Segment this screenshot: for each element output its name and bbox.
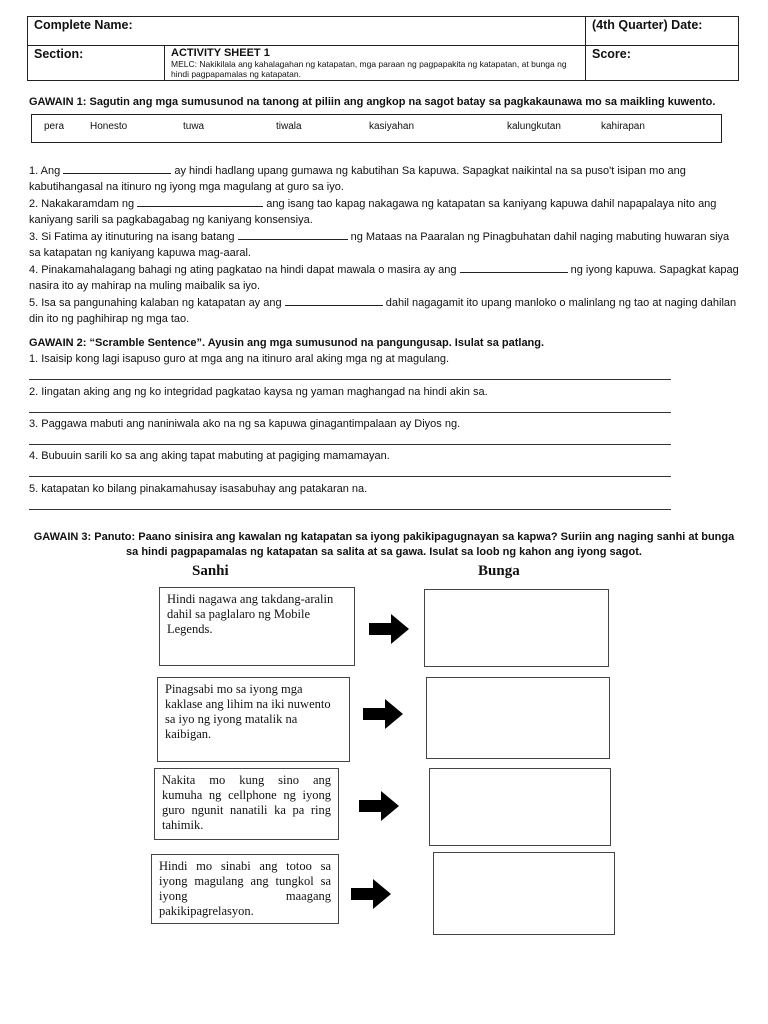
answer-line[interactable] xyxy=(29,476,671,477)
sanhi-heading: Sanhi xyxy=(192,563,229,579)
answer-blank[interactable] xyxy=(460,261,568,273)
word-bank-item: tuwa xyxy=(183,121,205,132)
question-5: 5. Isa sa pangunahing kalaban ng katapatan ay ang dahil nagagamit ito upang manloko o malinlang ng tao at naging dahilan din ito ng paghihirap ng mga tao. xyxy=(29,294,739,327)
section-field[interactable]: Section: xyxy=(28,46,165,81)
scramble-item: 2. Iingatan aking ang ng ko integridad pagkatao kaysa ng yaman maghangad na hindi akin sa. xyxy=(29,386,488,398)
answer-line[interactable] xyxy=(29,379,671,380)
effect-answer-box[interactable] xyxy=(429,768,611,846)
answer-line[interactable] xyxy=(29,509,671,510)
bunga-heading: Bunga xyxy=(478,563,520,579)
arrow-right-icon xyxy=(363,699,403,729)
effect-answer-box[interactable] xyxy=(426,677,610,759)
header-table xyxy=(27,16,739,81)
arrow-right-icon xyxy=(359,791,399,821)
gawain3-instruction: GAWAIN 3: Panuto: Paano sinisira ang kawalan ng katapatan sa iyong pakikipagugnayan sa kapwa? Suriin ang naging sanhi at bunga sa hindi pagpapamalas ng katapatan sa salita at sa gawa. Isulat sa loob ng kahon ang iyong sagot. xyxy=(33,531,735,558)
word-bank-item: tiwala xyxy=(276,121,302,132)
effect-answer-box[interactable] xyxy=(424,589,609,667)
word-bank-item: kalungkutan xyxy=(507,121,561,132)
answer-blank[interactable] xyxy=(238,228,348,240)
question-4: 4. Pinakamahalagang bahagi ng ating pagkatao na hindi dapat mawala o masira ay ang ng iyong kapuwa. Sapagkat kapag nasira ito ay mahirap na muling maibalik sa iyo. xyxy=(29,261,739,294)
cause-box: Hindi nagawa ang takdang-aralin dahil sa paglalaro ng Mobile Legends. xyxy=(159,587,355,666)
complete-name-field[interactable]: Complete Name: xyxy=(28,17,586,46)
answer-blank[interactable] xyxy=(285,294,383,306)
word-bank-item: pera xyxy=(44,121,65,132)
word-bank-item: Honesto xyxy=(90,121,128,132)
cause-box: Hindi mo sinabi ang totoo sa iyong magulang ang tungkol sa iyong maagang pakikipagrelasyon. xyxy=(151,854,339,924)
question-3: 3. Si Fatima ay itinuturing na isang batang ng Mataas na Paaralan ng Pinagbuhatan dahil naging mabuting huwaran siya sa katapatan ng kaniyang kapuwa mag-aaral. xyxy=(29,228,739,261)
gawain1-instruction: GAWAIN 1: Sagutin ang mga sumusunod na tanong at piliin ang angkop na sagot batay sa pagkakaunawa mo sa maikling kuwento. xyxy=(29,96,716,108)
question-2: 2. Nakakaramdam ng ang isang tao kapag nakagawa ng katapatan sa kaniyang kapuwa dahil napapalaya nito ang kaniyang sarili sa pagkabagabag ng kaniyang konsensiya. xyxy=(29,195,739,228)
question-1: 1. Ang ay hindi hadlang upang gumawa ng kabutihan Sa kapuwa. Sapagkat naikintal na sa puso't isipan mo ang kabutihangasal na itinuro ng iyong mga magulang at guro sa iyo. xyxy=(29,162,739,195)
scramble-item: 3. Paggawa mabuti ang naniniwala ako na ng sa kapuwa ginagantimpalaan ay Diyos ng. xyxy=(29,418,461,430)
gawain1-questions xyxy=(29,162,739,327)
word-bank xyxy=(31,114,722,143)
cause-box: Pinagsabi mo sa iyong mga kaklase ang lihim na iki nuwento sa iyo ng iyong matalik na kaibigan. xyxy=(157,677,350,762)
answer-line[interactable] xyxy=(29,444,671,445)
activity-title: ACTIVITY SHEET 1 xyxy=(171,47,270,59)
scramble-item: 4. Bubuuin sarili ko sa ang aking tapat mabuting at pagiging mamamayan. xyxy=(29,450,390,462)
score-field[interactable]: Score: xyxy=(586,46,739,81)
melc-text: MELC: Nakikilala ang kahalagahan ng katapatan, mga paraan ng pagpapakita ng katapatan, at bunga ng hindi pagpapamalas ng katapatan. xyxy=(171,59,567,79)
cause-box: Nakita mo kung sino ang kumuha ng cellphone ng iyong guro ngunit nanatili ka pa ring tahimik. xyxy=(154,768,339,840)
word-bank-item: kahirapan xyxy=(601,121,645,132)
gawain2-instruction: GAWAIN 2: “Scramble Sentence”. Ayusin ang mga sumusunod na pangungusap. Isulat sa patlang. xyxy=(29,337,545,349)
answer-blank[interactable] xyxy=(63,162,171,174)
answer-blank[interactable] xyxy=(137,195,263,207)
arrow-right-icon xyxy=(351,879,391,909)
scramble-item: 5. katapatan ko bilang pinakamahusay isasabuhay ang patakaran na. xyxy=(29,483,368,495)
word-bank-item: kasiyahan xyxy=(369,121,415,132)
scramble-item: 1. Isaisip kong lagi isapuso guro at mga ang na itinuro aral aking mga ng at magulang. xyxy=(29,353,450,365)
effect-answer-box[interactable] xyxy=(433,852,615,935)
date-field[interactable]: (4th Quarter) Date: xyxy=(586,17,739,46)
arrow-right-icon xyxy=(369,614,409,644)
answer-line[interactable] xyxy=(29,412,671,413)
